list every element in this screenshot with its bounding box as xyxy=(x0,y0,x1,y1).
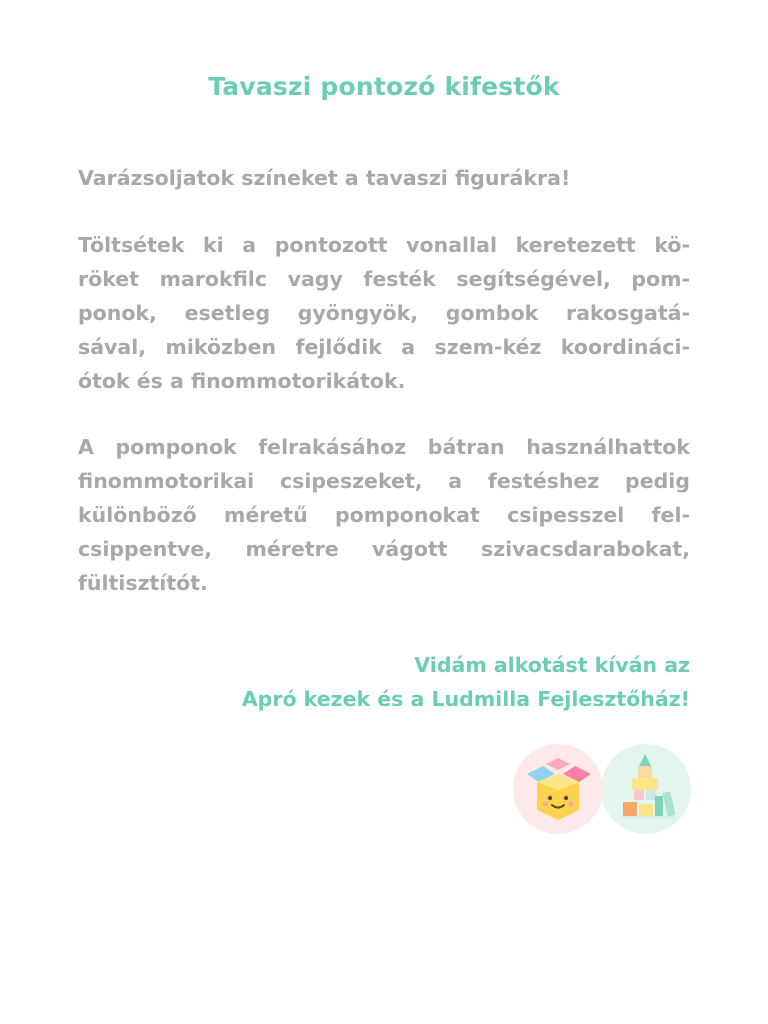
page-title: Tavaszi pontozó kifestők xyxy=(208,72,560,101)
text-line: Töltsétek ki a pontozott vonallal keretezett kö- xyxy=(78,233,690,257)
closing-line-2: Apró kezek és a Ludmilla Fejlesztőház! xyxy=(241,687,690,711)
closing-message xyxy=(78,648,690,716)
tools-paragraph xyxy=(78,430,690,600)
instructions-paragraph xyxy=(78,228,690,398)
building-blocks-logo xyxy=(601,744,691,834)
smiling-box-logo xyxy=(513,744,603,834)
text-line: A pomponok felrakásához bátran használhattok xyxy=(78,435,690,459)
text-line: sával, miközben fejlődik a szem-kéz koordináci- xyxy=(78,335,690,359)
closing-line-1: Vidám alkotást kíván az xyxy=(414,653,690,677)
text-line: ótok és a finommotorikátok. xyxy=(78,369,406,393)
text-line: finommotorikai csipeszeket, a festéshez pedig xyxy=(78,469,690,493)
text-line: különböző méretű pomponokat csipesszel fel- xyxy=(78,503,690,527)
intro-paragraph xyxy=(78,161,690,195)
intro-line: Varázsoljatok színeket a tavaszi figurákra! xyxy=(78,166,571,190)
text-line: röket marokfilc vagy festék segítségével, pom- xyxy=(78,267,690,291)
text-line: ponok, esetleg gyöngyök, gombok rakosgatá- xyxy=(78,301,690,325)
text-line: fültisztítót. xyxy=(78,571,208,595)
logo-group xyxy=(513,744,693,834)
text-line: csippentve, méretre vágott szivacsdarabokat, xyxy=(78,537,690,561)
